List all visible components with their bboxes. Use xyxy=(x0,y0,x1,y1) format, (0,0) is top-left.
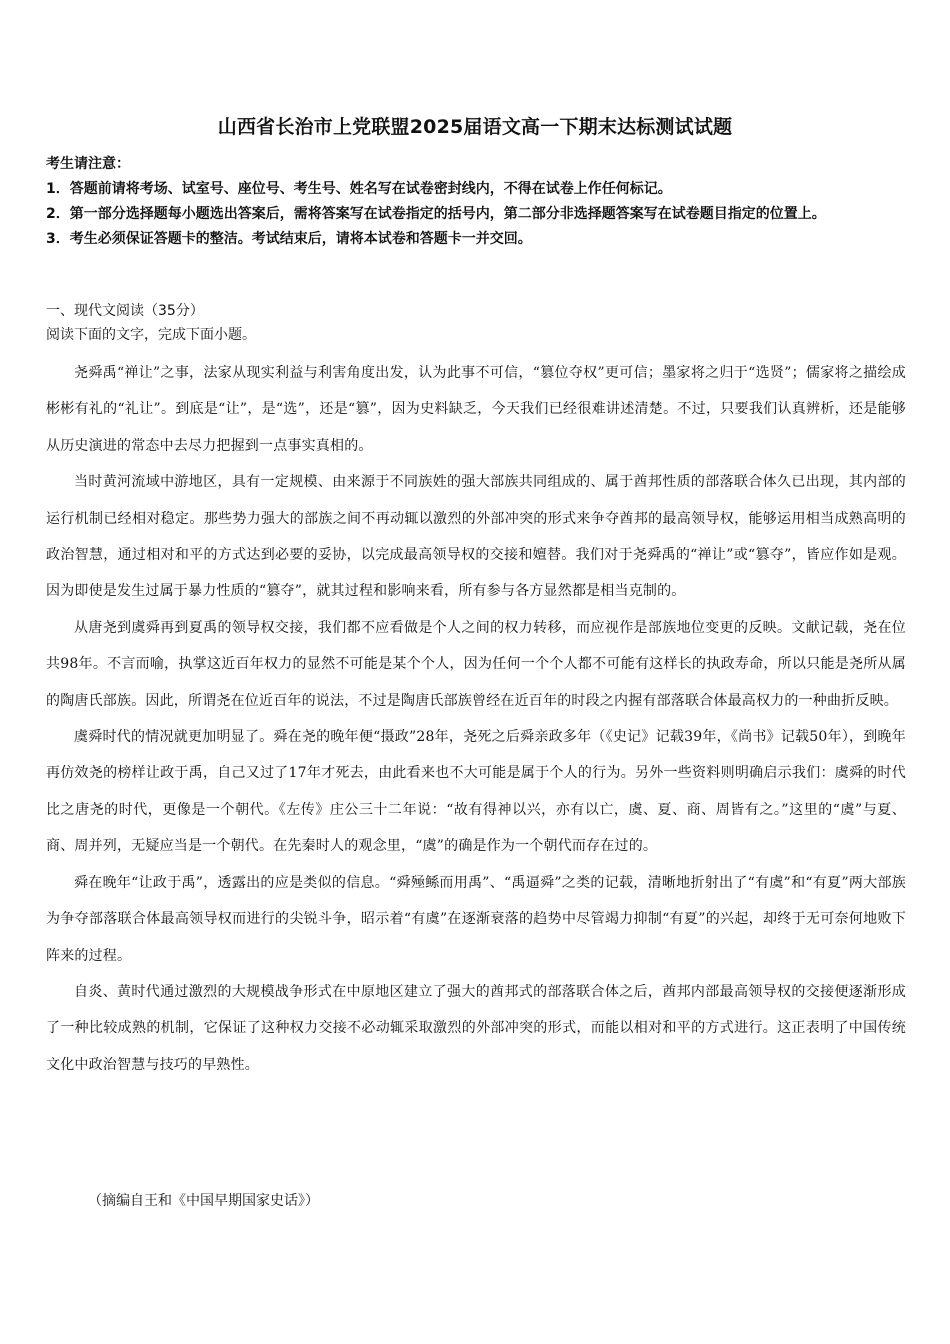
reading-instruction: 阅读下面的文字，完成下面小题。 xyxy=(46,327,256,343)
notice-item: 3．考生必须保证答题卡的整洁。考试结束后，请将本试卷和答题卡一并交回。 xyxy=(46,231,532,247)
notice-item: 2．第一部分选择题每小题选出答案后，需将答案写在试卷指定的括号内，第二部分非选择题答案写在试卷题目指定的位置上。 xyxy=(46,206,826,222)
exam-notice xyxy=(46,152,906,252)
passage-paragraph: 虞舜时代的情况就更加明显了。舜在尧的晚年便“摄政”28年，尧死之后舜亲政多年（《史记》记载39年，《尚书》记载50年），到晚年再仿效尧的榜样让政于禹，自己又过了17年才死去，由此看来也不大可能是属于个人的行为。另外一些资料则明确启示我们：虞舜的时代比之唐尧的时代，更像是一个朝代。《左传》庄公三十二年说：“故有得神以兴，亦有以亡，虞、夏、商、周皆有之。”这里的“虞”与夏、商、周并列，无疑应当是一个朝代。在先秦时人的观念里，“虞”的确是作为一个朝代而存在过的。 xyxy=(46,729,906,855)
passage-source: （摘编自王和《中国早期国家史话》） xyxy=(88,1193,319,1209)
notice-item: 1．答题前请将考场、试室号、座位号、考生号、姓名写在试卷密封线内，不得在试卷上作任何标记。 xyxy=(46,181,672,197)
reading-passage xyxy=(46,355,906,1083)
notice-heading: 考生请注意： xyxy=(46,156,130,172)
passage-paragraph: 从唐尧到虞舜再到夏禹的领导权交接，我们都不应看做是个人之间的权力转移，而应视作是部族地位变更的反映。文献记载，尧在位共98年。不言而喻，执掌这近百年权力的显然不可能是某个个人，因为任何一个个人都不可能有这样长的执政寿命，所以只能是尧所从属的陶唐氏部族。因此，所谓尧在位近百年的说法，不过是陶唐氏部族曾经在近百年的时段之内握有部落联合体最高权力的一种曲折反映。 xyxy=(46,619,906,709)
passage-paragraph: 当时黄河流域中游地区，具有一定规模、由来源于不同族姓的强大部族共同组成的、属于酋邦性质的部落联合体久已出现，其内部的运行机制已经相对稳定。那些势力强大的部族之间不再动辄以激烈的外部冲突的形式来争夺酋邦的最高领导权，能够运用相当成熟高明的政治智慧，通过相对和平的方式达到必要的妥协，以完成最高领导权的交接和嬗替。我们对于尧舜禹的“禅让”或“篡夺”，皆应作如是观。因为即使是发生过属于暴力性质的“篡夺”，就其过程和影响来看，所有参与各方显然都是相当克制的。 xyxy=(46,474,906,600)
passage-paragraph: 舜在晚年“让政于禹”，透露出的应是类似的信息。“舜殛鲧而用禹”、“禹逼舜”之类的记载，清晰地折射出了“有虞”和“有夏”两大部族为争夺部落联合体最高领导权而进行的尖锐斗争，昭示着“有虞”在逐渐衰落的趋势中尽管竭力抑制“有夏”的兴起，却终于无可奈何地败下阵来的过程。 xyxy=(46,874,906,964)
passage-paragraph: 尧舜禹“禅让”之事，法家从现实利益与利害角度出发，认为此事不可信，“篡位夺权”更可信；墨家将之归于“选贤”；儒家将之描绘成彬彬有礼的“礼让”。到底是“让”，是“选”，还是“篡”，因为史料缺乏，今天我们已经很难讲述清楚。不过，只要我们认真辨析，还是能够从历史演进的常态中去尽力把握到一点事实真相的。 xyxy=(46,365,906,454)
page-title: 山西省长治市上党联盟2025届语文高一下期末达标测试试题 xyxy=(217,116,733,138)
section-heading: 一、现代文阅读（35分） xyxy=(46,303,204,319)
passage-paragraph: 自炎、黄时代通过激烈的大规模战争形式在中原地区建立了强大的酋邦式的部落联合体之后，酋邦内部最高领导权的交接便逐渐形成了一种比较成熟的机制，它保证了这种权力交接不必动辄采取激烈的外部冲突的形式，而能以相对和平的方式进行。这正表明了中国传统文化中政治智慧与技巧的早熟性。 xyxy=(46,983,906,1073)
